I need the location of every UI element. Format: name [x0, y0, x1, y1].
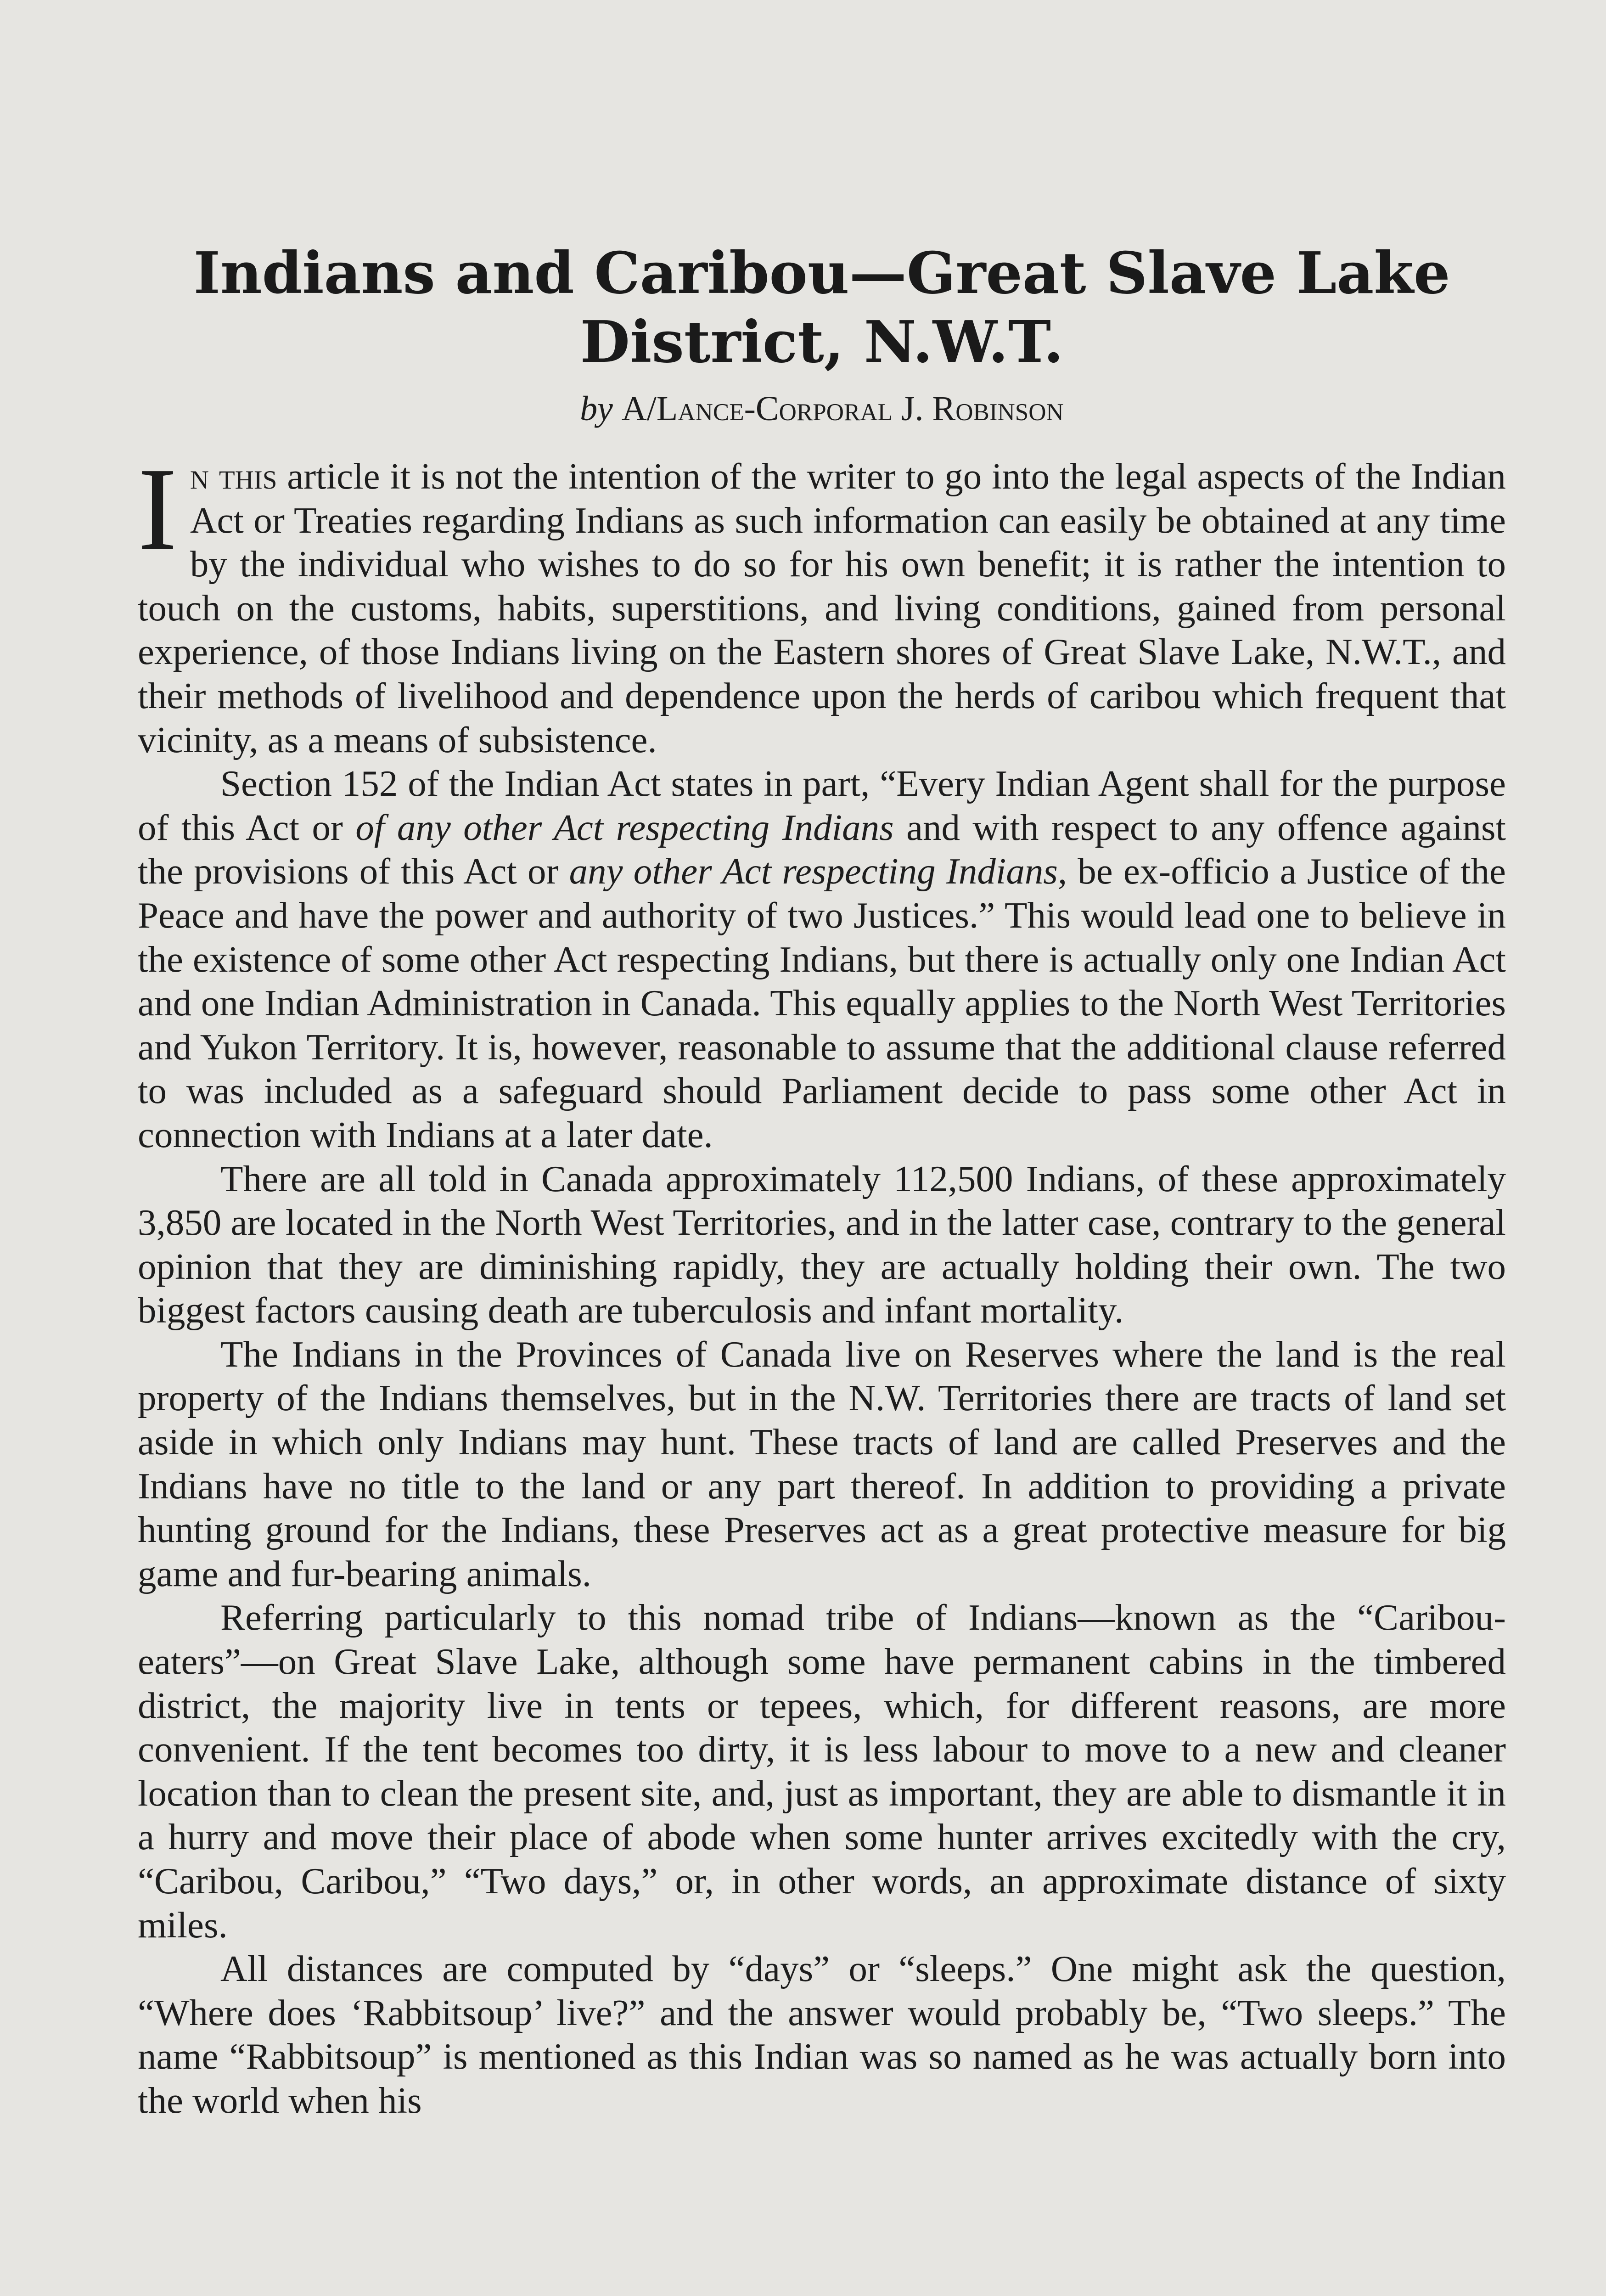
paragraph-2-italic-a: of any other Act respecting Indians [355, 806, 894, 848]
paragraph-2-text-c: be ex-officio a Justice of the Peace and have the power and authority of two Justices.” This would lead one to believe in the existence of some other Act respecting Indians, but there is actually only one Indian Act and one Indian Administration in Canada. This equally applies to the North West Territories and Yukon Territory. It is, however, reasonable to assume that the additional clause referred to was included as a safeguard should Parliament decide to pass some other Act in connection with Indians at a later date. [138, 850, 1506, 1155]
title-line-2: District, N.W.T. [580, 309, 1064, 376]
paragraph-3: There are all told in Canada approximately 112,500 Indians, of these approximately 3,850 are located in the North West Territories, and in the latter case, contrary to the general opinion that they are diminishing rapidly, they are actually holding their own. The two biggest factors causing death are tuberculosis and infant mortality. [138, 1158, 1506, 1331]
article-title [138, 239, 1506, 377]
article-body [138, 443, 1506, 2123]
paragraph-5: Referring particularly to this nomad tribe of Indians—known as the “Caribou-eaters”—on Great Slave Lake, although some have permanent cabins in the timbered district, the majority live in tents or tepees, which, for different reasons, are more convenient. If the tent becomes too dirty, it is less labour to move to a new and cleaner location than to clean the present site, and, just as important, they are able to dismantle it in a hurry and move their place of abode when some hunter arrives excitedly with the cry, “Caribou, Caribou,” “Two days,” or, in other words, an approximate distance of sixty miles. [138, 1597, 1506, 1946]
paragraph-4: The Indians in the Provinces of Canada live on Reserves where the land is the real property of the Indians themselves, but in the N.W. Territories there are tracts of land set aside in which only Indians may hunt. These tracts of land are called Preserves and the Indians have no title to the land or any part thereof. In addition to providing a private hunting ground for the Indians, these Preserves act as a great protective measure for big game and fur-bearing animals. [138, 1333, 1506, 1594]
byline-by: by [580, 389, 613, 428]
byline-author: A/Lance-Corporal J. Robinson [621, 389, 1064, 428]
title-line-1: Indians and Caribou—Great Slave Lake [193, 240, 1450, 307]
paragraph-2-italic-b: any other Act respecting Indians, [569, 850, 1067, 892]
byline [138, 381, 1506, 436]
paragraph-1 [138, 443, 1506, 762]
paragraph-2-text-a: Section 152 of the Indian Act states in part, “Every Indian Agent shall for the purpose of this Act or [138, 763, 1506, 848]
paragraph-2-text-b: and with respect to any offence against the provisions of this Act or [138, 806, 1506, 892]
paragraph-6: All distances are computed by “days” or “sleeps.” One might ask the question, “Where does ‘Rabbitsoup’ live?” and the answer would probably be, “Two sleeps.” The name “Rabbitsoup” is mentioned as this Indian was so named as he was actually born into the world when his [138, 1948, 1506, 2121]
drop-cap: I [138, 443, 177, 574]
lead-in: n this [190, 456, 277, 497]
article [138, 239, 1506, 2123]
paragraph-1-text: article it is not the intention of the writer to go into the legal aspects of the Indian Act or Treaties regarding Indians as such information can easily be obtained at any time by the individual who wishes to do so for his own benefit; it is rather the intention to touch on the customs, habits, superstitions, and living conditions, gained from personal experience, of those Indians living on the Eastern shores of Great Slave Lake, N.W.T., and their methods of livelihood and dependence upon the herds of caribou which frequent that vicinity, as a means of subsistence. [138, 456, 1506, 760]
paragraph-2 [138, 762, 1506, 1157]
